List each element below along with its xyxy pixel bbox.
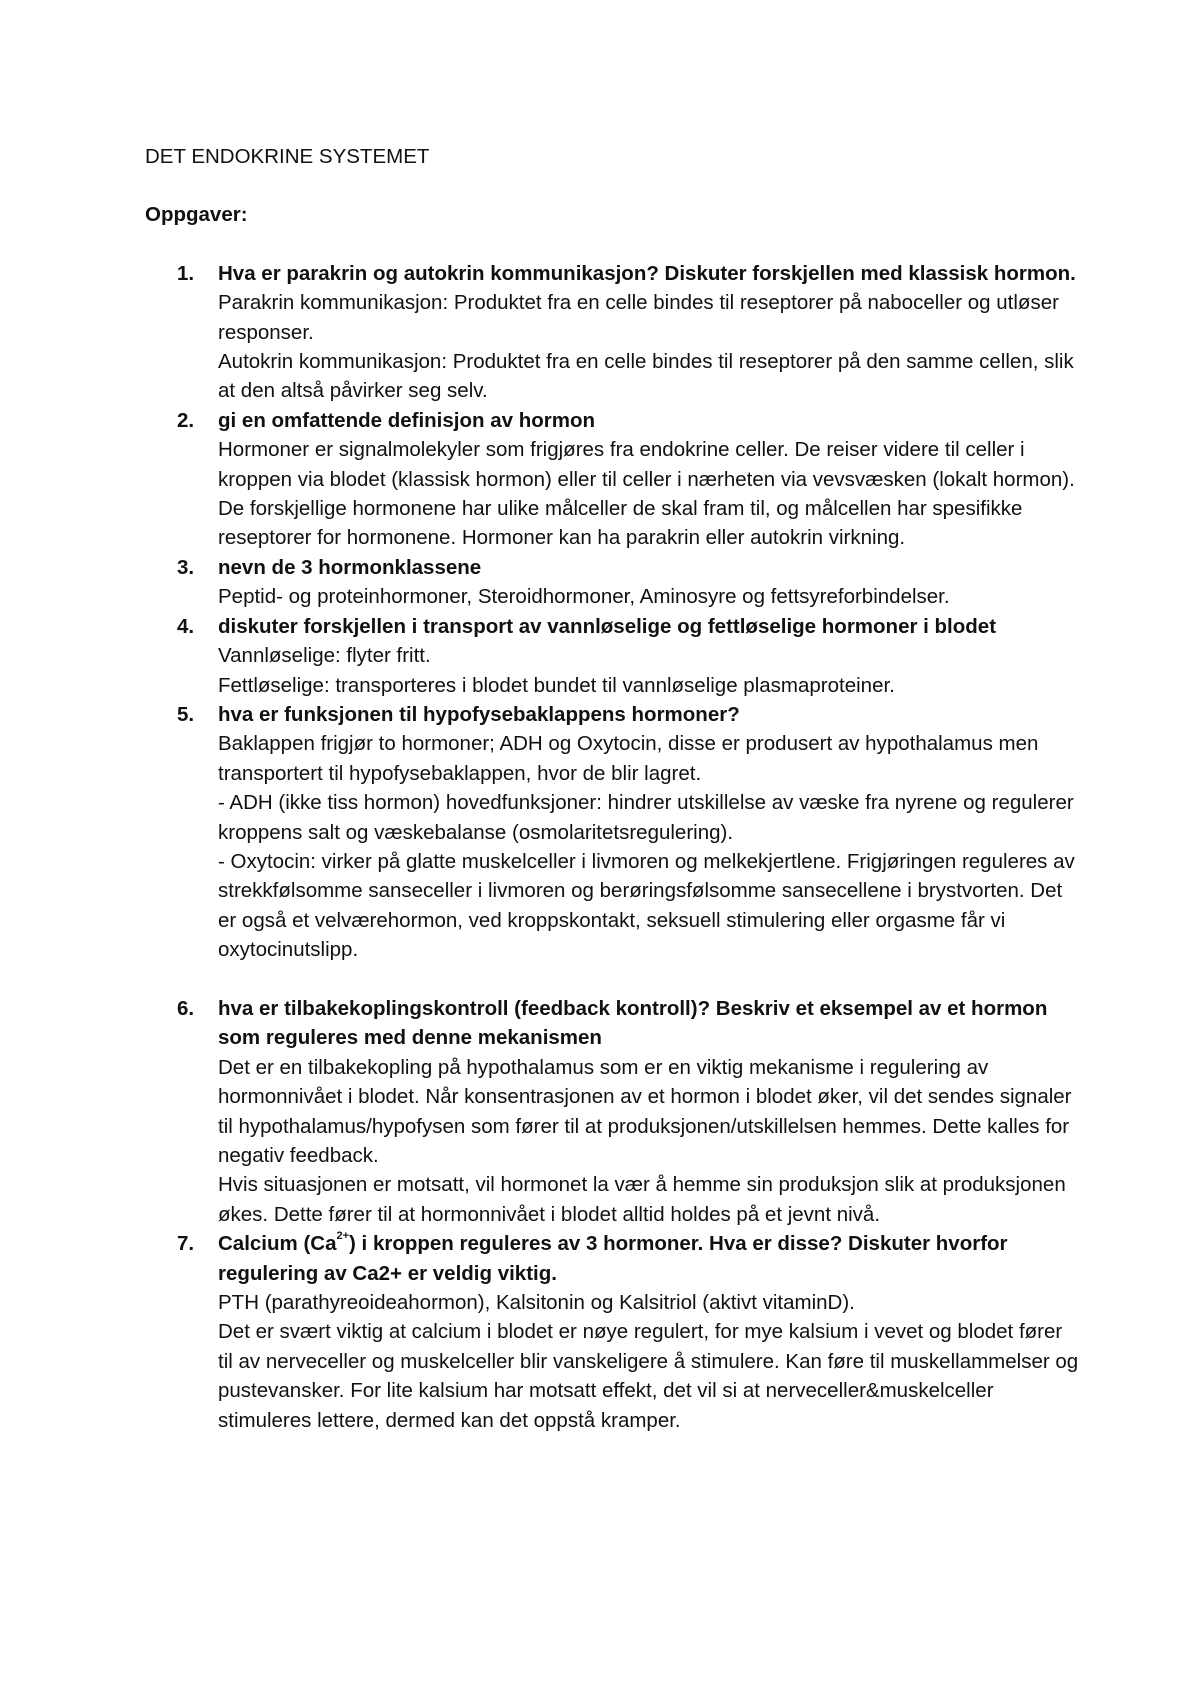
- question-title: nevn de 3 hormonklassene: [218, 555, 482, 579]
- answer-paragraph: Hvis situasjonen er motsatt, vil hormonet la vær å hemme sin produksjon slik at produksjonen økes. Dette fører til at hormonnivået i blodet alltid holdes på et jevnt nivå.: [218, 1173, 1066, 1226]
- answer-paragraph: Hormoner er signalmolekyler som frigjøres fra endokrine celler. De reiser videre til celler i kroppen via blodet (klassisk hormon) eller til celler i nærheten via vevsvæsken (lokalt hormon). De forskjellige hormonene har ulike målceller de skal fram til, og målcellen har spesifikke reseptorer for hormonene. Hormoner kan ha parakrin eller autokrin virkning.: [218, 438, 1075, 550]
- question-title-suffix: ) i kroppen reguleres av 3 hormoner. Hva er disse? Diskuter hvorfor regulering av Ca2+ er veldig viktig.: [218, 1232, 1008, 1285]
- answer-paragraph: Fettløselige: transporteres i blodet bundet til vannløselige plasmaproteiner.: [218, 673, 895, 697]
- question-number: 6.: [177, 996, 195, 1020]
- document-page: [145, 142, 1080, 1435]
- question-title: Hva er parakrin og autokrin kommunikasjon? Diskuter forskjellen med klassisk hormon.: [218, 261, 1076, 285]
- answer-paragraph: Det er en tilbakekopling på hypothalamus som er en viktig mekanisme i regulering av hormonnivået i blodet. Når konsentrasjonen av et hormon i blodet øker, vil det sendes signaler til hypothalamus/hypofysen som fører til at produksjonen/utskillelsen hemmes. Dette kalles for negativ feedback.: [218, 1055, 1072, 1167]
- section-heading: Oppgaver:: [145, 203, 248, 227]
- answer-paragraph: - Oxytocin: virker på glatte muskelceller i livmoren og melkekjertlene. Frigjøringen reguleres av strekkfølsomme sanseceller i livmoren og berøringsfølsomme sansecellene i brystvorten. Det er også et velværehormon, ved kroppskontakt, seksuell stimulering eller orgasme får vi oxytocinutslipp.: [218, 849, 1075, 962]
- answer-paragraph: Vannløselige: flyter fritt.: [218, 644, 431, 668]
- question-title: hva er funksjonen til hypofysebaklappens hormoner?: [218, 702, 740, 726]
- question-number: 2.: [177, 408, 195, 432]
- question-title: diskuter forskjellen i transport av vannløselige og fettløselige hormoner i blodet: [218, 614, 997, 638]
- question-title: hva er tilbakekoplingskontroll (feedback kontroll)? Beskriv et eksempel av et hormon som reguleres med denne mekanismen: [218, 996, 1048, 1050]
- answer-paragraph: Det er svært viktig at calcium i blodet er nøye regulert, for mye kalsium i vevet og blodet fører til av nerveceller og muskelceller blir vanskeligere å stimulere. Kan føre til muskellammelser og pustevansker. For lite kalsium har motsatt effekt, det vil si at nerveceller&muskelceller stimuleres lettere, dermed kan det oppstå kramper.: [218, 1320, 1079, 1432]
- question-title: gi en omfattende definisjon av hormon: [218, 408, 595, 432]
- answer-paragraph: Baklappen frigjør to hormoner; ADH og Oxytocin, disse er produsert av hypothalamus men transportert til hypofysebaklappen, hvor de blir lagret.: [218, 732, 1039, 785]
- question-list: [145, 259, 1080, 1435]
- question-7: [145, 1229, 1080, 1435]
- question-title: [218, 1229, 1080, 1288]
- answer-paragraph: PTH (parathyreoideahormon), Kalsitonin og Kalsitriol (aktivt vitaminD).: [218, 1291, 855, 1315]
- question-4: [145, 612, 1080, 700]
- question-number: 1.: [177, 261, 195, 285]
- question-5: [145, 700, 1080, 965]
- answer-paragraph: Parakrin kommunikasjon: Produktet fra en celle bindes til reseptorer på naboceller og utløser responser.: [218, 291, 1059, 344]
- superscript-charge: 2+: [336, 1230, 350, 1243]
- question-number: 4.: [177, 614, 195, 638]
- answer-paragraph: Autokrin kommunikasjon: Produktet fra en celle bindes til reseptorer på den samme cellen, slik at den altså påvirker seg selv.: [218, 350, 1074, 403]
- answer-paragraph: - ADH (ikke tiss hormon) hovedfunksjoner: hindrer utskillelse av væske fra nyrene og regulerer kroppens salt og væskebalanse (osmolaritetsregulering).: [218, 791, 1074, 844]
- question-number: 7.: [177, 1232, 195, 1256]
- question-title-prefix: Calcium (Ca: [218, 1232, 337, 1256]
- question-3: [145, 553, 1080, 612]
- question-1: [145, 259, 1080, 406]
- document-title: DET ENDOKRINE SYSTEMET: [145, 145, 430, 168]
- answer-paragraph: Peptid- og proteinhormoner, Steroidhormoner, Aminosyre og fettsyreforbindelser.: [218, 585, 950, 609]
- question-2: [145, 406, 1080, 553]
- question-number: 5.: [177, 702, 195, 726]
- question-6: [145, 994, 1080, 1229]
- question-number: 3.: [177, 555, 195, 579]
